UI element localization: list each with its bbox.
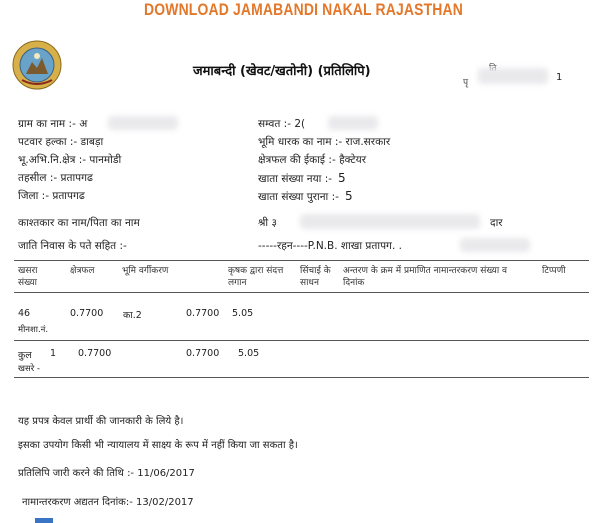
khata-new-field <box>258 171 346 186</box>
row1-rent: 5.05 <box>232 308 254 319</box>
col-rent: कृषक द्वारा संदत्त लगान <box>228 266 284 288</box>
page-label: पृ <box>463 78 469 88</box>
total-label: कुल <box>18 350 32 361</box>
caste-address-value: -----रहन----P.N.B. शाखा प्रतापग. . <box>258 240 402 252</box>
total-area2: 0.7700 <box>186 348 220 359</box>
redaction-blur <box>300 214 480 229</box>
khata-new-value: 5 <box>338 171 346 185</box>
village-field: ग्राम का नाम :- अ <box>18 118 88 130</box>
tehsil-field: तहसील :- प्रतापगढ <box>18 172 93 184</box>
disclaimer-line-1: यह प्रपत्र केवल प्रार्थी की जानकारी के लिये है। <box>18 416 184 427</box>
disclaimer-line-2: इसका उपयोग किसी भी न्यायालय में साक्ष्य के रूप में नहीं किया जा सकता है। <box>18 440 298 451</box>
cultivator-suffix: दार <box>490 217 503 229</box>
khata-old-value: 5 <box>344 189 353 203</box>
redaction-blur <box>108 116 178 130</box>
mutation-date-value: 13/02/2017 <box>136 497 194 508</box>
district-field: जिला :- प्रतापगढ <box>18 190 85 202</box>
row1-area: 0.7700 <box>70 308 104 319</box>
cultivator-name: श्री ३ <box>258 217 277 229</box>
table-bottom-rule <box>14 377 589 378</box>
issue-date-field <box>18 465 195 479</box>
total-note: खसरे - <box>18 364 40 374</box>
col-mutation: अन्तरण के क्रम में प्रमाणित नामान्तरकरण संख्या व दिनांक <box>343 266 508 288</box>
rajasthan-emblem-icon <box>12 40 62 90</box>
total-rent: 5.05 <box>238 348 260 359</box>
col-land-class: भूमि वर्गीकरण <box>122 266 169 276</box>
document-title: जमाबन्दी (खेवट/खतोनी) (प्रतिलिपि) <box>193 64 371 79</box>
samvat-field: सम्वत :- 2( <box>258 118 306 130</box>
total-area: 0.7700 <box>78 348 112 359</box>
table-header-rule <box>14 292 589 293</box>
accent-marker <box>35 518 53 523</box>
table-row-rule <box>14 340 589 341</box>
mutation-date-label: नामान्तरकरण अद्यतन दिनांक:- <box>22 497 133 508</box>
col-khasra: खसरा संख्या <box>18 266 38 288</box>
row1-khasra: 46 <box>18 308 31 319</box>
col-irrigation: सिंचाई के साधन <box>300 266 331 288</box>
table-top-rule <box>14 260 589 261</box>
owner-field: भूमि धारक का नाम :- राज.सरकार <box>258 136 391 148</box>
caste-address-label: जाति निवास के पते सहित :- <box>18 240 127 252</box>
col-area: क्षेत्रफल <box>70 266 95 276</box>
issue-date-label: प्रतिलिपि जारी करने की तिथि :- <box>18 468 135 479</box>
patwar-field: पटवार हल्का :- डाबड़ा <box>18 136 104 148</box>
khata-new-label: खाता संख्या नया :- <box>258 173 333 185</box>
banner-title: DOWNLOAD JAMABANDI NAKAL RAJASTHAN <box>144 0 463 19</box>
issue-date-value: 11/06/2017 <box>137 468 195 479</box>
col-remarks: टिप्पणी <box>542 266 566 276</box>
page-number: 1 <box>556 72 563 83</box>
total-count: 1 <box>50 348 57 359</box>
redaction-blur <box>328 116 378 130</box>
redaction-blur <box>478 68 548 84</box>
ilr-field: भू.अभि.नि.क्षेत्र :- पानमोडी <box>18 154 122 166</box>
jamabandi-document <box>0 28 607 523</box>
khata-old-field <box>258 189 353 204</box>
row1-class: का.2 <box>123 310 142 321</box>
row1-note: मीनशा.नं. <box>18 325 49 335</box>
area-unit-field: क्षेत्रफल की ईकाई :- हैक्टेयर <box>258 154 367 166</box>
mutation-date-field <box>22 494 194 508</box>
redaction-blur <box>460 238 530 252</box>
khata-old-label: खाता संख्या पुराना :- <box>258 191 339 203</box>
cultivator-label: काश्तकार का नाम/पिता का नाम <box>18 217 140 229</box>
row1-area2: 0.7700 <box>186 308 220 319</box>
